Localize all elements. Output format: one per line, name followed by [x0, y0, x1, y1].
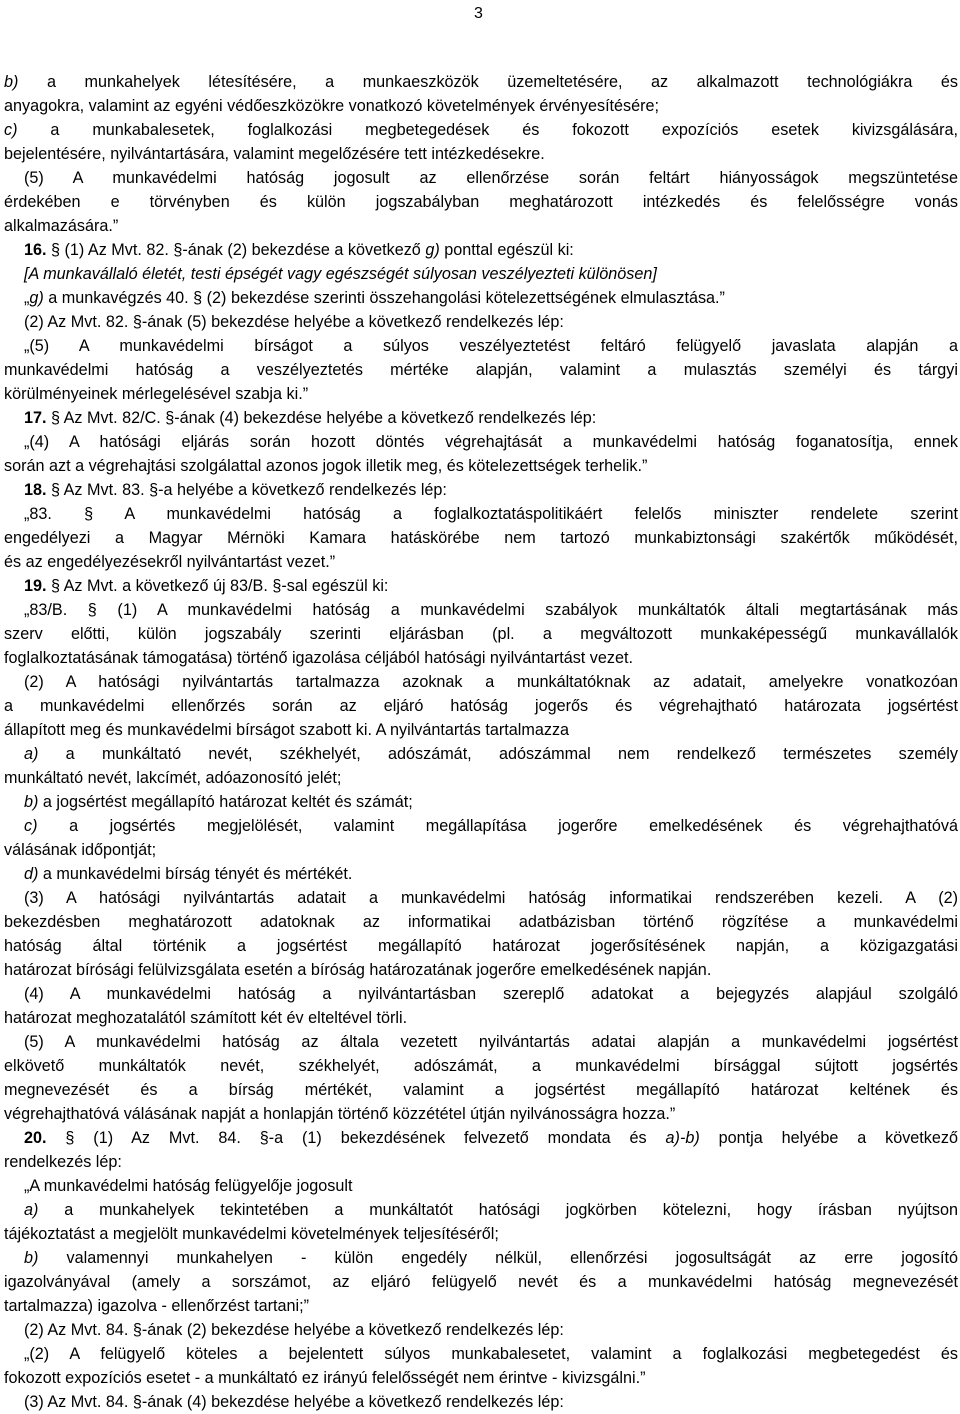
text-line: [4, 646, 958, 670]
text-segment: (3) A hatósági nyilvántartás adatait a munkavédelmi hatóság informatikai rendszerében kezeli. A (2): [24, 889, 958, 907]
text-line: [4, 502, 958, 526]
text-segment: határozat meghozatalától számított két év elteltével törli.: [4, 1009, 408, 1027]
text-line: [4, 166, 958, 190]
text-segment: határozat bírósági felülvizsgálata esetén a bíróság határozatának jogerőre emelkedésének napján.: [4, 961, 712, 979]
text-segment: tájékoztatást a megjelölt munkavédelmi követelmények teljesítéséről;: [4, 1225, 499, 1243]
text-segment: (2) A hatósági nyilvántartás tartalmazza azoknak a munkáltatóknak az adatait, amelyekre vonatkozóan: [24, 673, 958, 691]
text-segment: „83/B. § (1) A munkavédelmi hatóság a munkavédelmi szabályok munkáltatók általi megtartásának más: [24, 601, 958, 619]
text-line: [4, 1390, 958, 1414]
text-segment: 16.: [24, 241, 47, 259]
text-line: [4, 142, 958, 166]
text-segment: b): [24, 793, 39, 811]
text-segment: 20.: [24, 1129, 47, 1147]
text-segment: c): [4, 121, 18, 139]
text-line: [4, 478, 958, 502]
text-segment: [A munkavállaló életét, testi épségét vagy egészségét súlyosan veszélyezteti különösen]: [24, 265, 657, 283]
text-segment: (2) Az Mvt. 82. §-ának (5) bekezdése helyébe a következő rendelkezés lép:: [24, 313, 564, 331]
text-line: [4, 862, 958, 886]
text-line: [4, 1366, 958, 1390]
text-segment: a munkavédelmi bírság tényét és mértékét.: [38, 865, 353, 883]
text-segment: pontja helyébe a következő: [699, 1129, 958, 1147]
text-line: [4, 622, 958, 646]
text-segment: a munkavédelmi ellenőrzés során az eljáró hatóság jogerős és végrehajtható határozata jogsértést: [4, 697, 958, 715]
text-line: [4, 1294, 958, 1318]
text-segment: 17.: [24, 409, 47, 427]
text-line: [4, 1246, 958, 1270]
text-segment: körülményeinek mérlegelésével szabja ki.”: [4, 385, 309, 403]
text-segment: foglalkoztatásának támogatása) történő igazolása céljából hatósági nyilvántartást vezet.: [4, 649, 633, 667]
text-segment: rendelkezés lép:: [4, 1153, 122, 1171]
text-line: [4, 1342, 958, 1366]
text-segment: c): [24, 817, 38, 835]
text-line: [4, 598, 958, 622]
text-segment: a munkahelyek tekintetében a munkáltatót hatósági jogkörben kötelezni, hogy írásban nyújtson: [38, 1201, 958, 1219]
text-segment: engedélyezi a Magyar Mérnöki Kamara hatáskörébe nem tartozó munkabiztonsági szakértők működését,: [4, 529, 958, 547]
text-segment: hatóság által történik a jogsértést megállapító határozat jogerősítésének napján, a közigazgatási: [4, 937, 958, 955]
text-segment: a jogsértés megjelölését, valamint megállapítása jogerőre emelkedésének és végrehajthatóvá: [37, 817, 958, 835]
text-line: [4, 1054, 958, 1078]
text-segment: a munkavégzés 40. § (2) bekezdése szerinti összehangolási kötelezettségének elmulasztása.”: [43, 289, 725, 307]
text-segment: a): [24, 1201, 39, 1219]
text-line: [4, 718, 958, 742]
text-segment: g): [425, 241, 440, 259]
text-segment: a munkahelyek létesítésére, a munkaeszközök üzemeltetésére, az alkalmazott technológiákra és: [18, 73, 958, 91]
text-line: [4, 1078, 958, 1102]
text-segment: „: [24, 289, 30, 307]
text-segment: b): [4, 73, 19, 91]
text-line: [4, 886, 958, 910]
text-segment: „(5) A munkavédelmi bírságot a súlyos veszélyeztetést feltáró felügyelő javaslata alapján a: [24, 337, 958, 355]
text-line: [4, 214, 958, 238]
text-segment: igazolványával (amely a sorszámot, az eljáró felügyelő nevét és a munkavédelmi hatóság megnevezését: [4, 1273, 958, 1291]
text-segment: a)-b): [665, 1129, 700, 1147]
text-segment: valamennyi munkahelyen - külön engedély nélkül, ellenőrzési jogosultságát az erre jogosító: [38, 1249, 958, 1267]
text-line: [4, 406, 958, 430]
text-segment: szerv előtti, külön jogszabály szerinti eljárásban (pl. a megváltozott munkaképességű munkavállalók: [4, 625, 958, 643]
text-line: [4, 574, 958, 598]
text-line: [4, 1222, 958, 1246]
text-segment: a jogsértést megállapító határozat keltét és számát;: [38, 793, 413, 811]
text-segment: bejelentésére, nyilvántartására, valamint megelőzésére tett intézkedésekre.: [4, 145, 545, 163]
text-segment: során azt a végrehajtási szolgálattal azonos jogok illetik meg, és kötelezettségek terhelik.”: [4, 457, 648, 475]
text-segment: § Az Mvt. 83. §-a helyébe a következő rendelkezés lép:: [46, 481, 447, 499]
text-segment: (5) A munkavédelmi hatóság jogosult az ellenőrzése során feltárt hiányosságok megszüntetése: [24, 169, 958, 187]
text-line: [4, 766, 958, 790]
text-line: [4, 1126, 958, 1150]
text-segment: tartalmazza) igazolva - ellenőrzést tartani;”: [4, 1297, 309, 1315]
text-segment: ponttal egészül ki:: [439, 241, 574, 259]
text-line: [4, 934, 958, 958]
text-segment: fokozott expozíciós esetet - a munkáltató ez irányú felelősségét nem érintve - kivizsgálni.”: [4, 1369, 646, 1387]
text-line: [4, 430, 958, 454]
text-line: [4, 262, 958, 286]
text-line: [4, 1006, 958, 1030]
text-line: [4, 694, 958, 718]
text-segment: anyagokra, valamint az egyéni védőeszközökre vonatkozó követelmények érvényesítésére;: [4, 97, 660, 115]
text-segment: (5) A munkavédelmi hatóság az általa vezetett nyilvántartás adatai alapján a munkavédelmi jogsértést: [24, 1033, 958, 1051]
text-segment: megnevezését és a bírság mértékét, valamint a jogsértést megállapító határozat keltének és: [4, 1081, 958, 1099]
text-segment: „83. § A munkavédelmi hatóság a foglalkoztatáspolitikáért felelős miniszter rendelete szerint: [24, 505, 958, 523]
text-line: [4, 190, 958, 214]
text-line: [4, 238, 958, 262]
text-segment: és az engedélyezésekről nyilvántartást vezet.”: [4, 553, 336, 571]
text-line: [4, 838, 958, 862]
text-line: [4, 1150, 958, 1174]
page-number: 3: [474, 5, 483, 22]
document-body: [4, 70, 958, 1414]
text-line: [4, 1030, 958, 1054]
text-line: [4, 670, 958, 694]
text-segment: (4) A munkavédelmi hatóság a nyilvántartásban szereplő adatokat a bejegyzés alapjául szolgáló: [24, 985, 958, 1003]
text-line: [4, 454, 958, 478]
text-segment: bekezdésben meghatározott adatoknak az informatikai adatbázisban történő rögzítése a munkavédelmi: [4, 913, 958, 931]
text-segment: § Az Mvt. 82/C. §-ának (4) bekezdése helyébe a következő rendelkezés lép:: [46, 409, 597, 427]
text-line: [4, 1102, 958, 1126]
text-segment: „(4) A hatósági eljárás során hozott döntés végrehajtását a munkavédelmi hatóság foganatosítja, ennek: [24, 433, 958, 451]
text-segment: 18.: [24, 481, 47, 499]
text-line: [4, 1318, 958, 1342]
text-segment: állapított meg és munkavédelmi bírságot szabott ki. A nyilvántartás tartalmazza: [4, 721, 570, 739]
text-segment: § (1) Az Mvt. 84. §-a (1) bekezdésének felvezető mondata és: [46, 1129, 666, 1147]
text-line: [4, 550, 958, 574]
text-line: [4, 358, 958, 382]
text-segment: b): [24, 1249, 39, 1267]
text-segment: válásának időpontját;: [4, 841, 157, 859]
text-segment: alkalmazására.”: [4, 217, 119, 235]
text-line: [4, 334, 958, 358]
text-line: [4, 286, 958, 310]
text-segment: a munkáltató nevét, székhelyét, adószámát, adószámmal nem rendelkező természetes személy: [38, 745, 958, 763]
text-segment: g): [29, 289, 44, 307]
text-line: [4, 526, 958, 550]
text-segment: elkövető munkáltatók nevét, székhelyét, adószámát, a munkavédelmi bírsággal sújtott jogsértés: [4, 1057, 958, 1075]
text-line: [4, 1270, 958, 1294]
text-line: [4, 1174, 958, 1198]
text-segment: érdekében e törvényben és külön jogszabályban meghatározott intézkedés és felelősségre vonás: [4, 193, 958, 211]
text-line: [4, 382, 958, 406]
text-segment: d): [24, 865, 39, 883]
text-line: [4, 70, 958, 94]
text-segment: „(2) A felügyelő köteles a bejelentett súlyos munkabalesetet, valamint a foglalkozási megbetegedést és: [24, 1345, 958, 1363]
text-segment: a munkabalesetek, foglalkozási megbetegedések és fokozott expozíciós esetek kivizsgálására,: [17, 121, 958, 139]
text-segment: 19.: [24, 577, 47, 595]
text-segment: a): [24, 745, 39, 763]
text-line: [4, 790, 958, 814]
text-segment: § Az Mvt. a következő új 83/B. §-sal egészül ki:: [46, 577, 389, 595]
text-line: [4, 94, 958, 118]
text-segment: munkavédelmi hatóság a veszélyeztetés mértéke alapján, valamint a mulasztás személyi és tárgyi: [4, 361, 958, 379]
text-line: [4, 982, 958, 1006]
text-segment: (2) Az Mvt. 84. §-ának (2) bekezdése helyébe a következő rendelkezés lép:: [24, 1321, 564, 1339]
text-line: [4, 958, 958, 982]
text-line: [4, 742, 958, 766]
text-line: [4, 1198, 958, 1222]
text-segment: végrehajthatóvá válásának napját a honlapján történő közzététel útján nyilvánosságra hozza.”: [4, 1105, 676, 1123]
text-line: [4, 814, 958, 838]
text-segment: „A munkavédelmi hatóság felügyelője jogosult: [24, 1177, 353, 1195]
text-segment: § (1) Az Mvt. 82. §-ának (2) bekezdése a következő: [46, 241, 426, 259]
text-segment: munkáltató nevét, lakcímét, adóazonosító jelét;: [4, 769, 342, 787]
text-line: [4, 310, 958, 334]
text-segment: (3) Az Mvt. 84. §-ának (4) bekezdése helyébe a következő rendelkezés lép:: [24, 1393, 564, 1411]
text-line: [4, 118, 958, 142]
text-line: [4, 910, 958, 934]
